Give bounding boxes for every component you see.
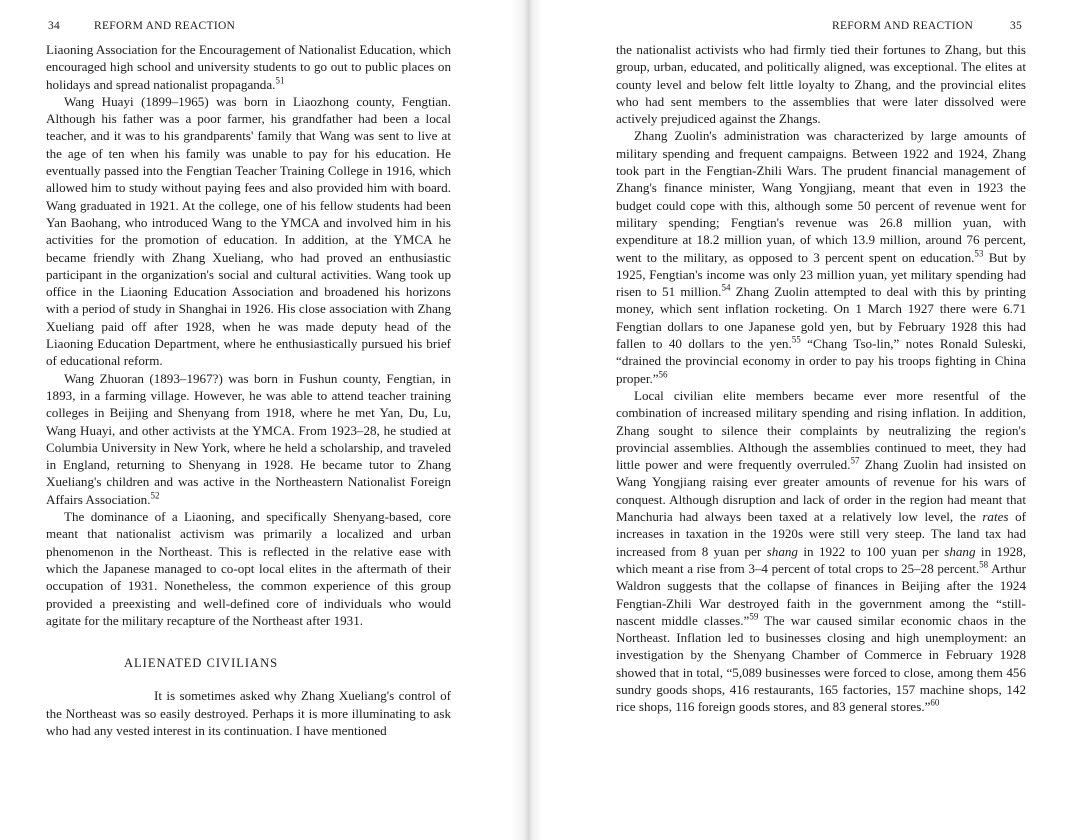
footnote-ref: 59 <box>749 611 759 622</box>
footnote-ref: 55 <box>791 334 801 345</box>
paragraph: Liaoning Association for the Encouragement of Nationalist Education, which encouraged high school and university students to go out to public places on holidays and spread nationalist propaganda.$^{51}$ <box>46 42 451 92</box>
left-page <box>0 0 512 840</box>
emphasis: shang <box>944 543 976 559</box>
footnote-ref: 53 <box>974 248 984 259</box>
footnote-ref: 54 <box>721 282 731 293</box>
running-head: REFORM AND REACTION <box>832 20 974 32</box>
book-gutter <box>512 0 542 840</box>
footnote-ref: 51 <box>275 75 285 86</box>
section-heading: ALIENATED CIVILIANS <box>124 656 279 671</box>
footnote-ref: 56 <box>658 369 668 380</box>
running-head: REFORM AND REACTION <box>94 20 236 32</box>
paragraph: Local civilian elite members became ever more resentful of the combination of increased military spending and rising inflation. In addition, Zhang sought to silence their complaints by neutralizing the region's provincial assemblies. Although the assemblies continued to meet, they had little power and were frequently overruled.$^{57}$ Zhang Zuolin had insisted on Wang Yongjiang raising ever greater amounts of revenue for his wars of conquest. Although disruption and lack of order in the region had meant that Manchuria had always been taxed at a relatively low level, the rates of increases in taxation in the 1920s were still very steep. The land tax had increased from 8 yuan per shang in 1922 to 100 yuan per shang in 1928, which meant a rise from 3–4 percent of total crops to 25–28 percent.$^{58}$ Arthur Waldron suggests that the collapse of finances in Beijing after the 1924 Fengtian-Zhili War destroyed faith in the government among the “still-nascent middle classes.”$^{59}$ The war caused similar economic chaos in the Northeast. Inflation led to businesses closing and high unemployment: an investigation by the Shenyang Chamber of Commerce in February 1928 showed that in total, “5,089 businesses were forced to close, among them 456 sundry goods shops, 416 restaurants, 165 factories, 157 machine shops, 142 rice shops, 116 foreign goods stores, and 83 general stores.”$^{60}$ <box>616 387 1026 715</box>
footnote-ref: 57 <box>850 455 860 466</box>
paragraph: the nationalist activists who had firmly tied their fortunes to Zhang, but this group, urban, educated, and politically aligned, was exceptional. The elites at county level and below felt little loyalty to Zhang, and the provincial elites who had sent members to the assemblies that were later dissolved were actively prejudiced against the Zhangs. <box>616 42 1026 127</box>
paragraph: Zhang Zuolin's administration was characterized by large amounts of military spending and frequent campaigns. Between 1922 and 1924, Zhang took part in the Fengtian-Zhili Wars. The prudent financial management of Zhang's finance minister, Wang Yongjiang, meant that even in 1923 the budget could cope with this, although some 50 percent of revenue went for military spending; Fengtian's revenue was 26.8 million yuan, with expenditure at 18.2 million yuan, of which 13.9 million, around 76 percent, went to the military, as opposed to 3 percent spent on education.$^{53}$ But by 1925, Fengtian's income was only 23 million yuan, yet military spending had risen to 51 million.$^{54}$ Zhang Zuolin attempted to deal with this by printing money, which sent inflation rocketing. On 1 March 1927 there were 6.71 Fengtian dollars to one Japanese gold yen, but by February 1928 this had fallen to 40 dollars to the yen.$^{55}$ “Chang Tso-lin,” notes Ronald Suleski, “drained the provincial economy in order to pay his troops fighting in China proper.”$^{56}$ <box>616 128 1027 386</box>
body-text <box>616 41 1026 716</box>
paragraph: Wang Huayi (1899–1965) was born in Liaozhong county, Fengtian. Although his father was a poor farmer, his grandfather had been a local teacher, and it was to his grandparents' family that Wang was sent to live at the age of ten when his family was unable to pay for his education. He eventually passed into the Fengtian Teacher Training College in 1916, which allowed him to study without paying fees and also provided him with board. Wang graduated in 1921. At the college, one of his fellow students had been Yan Baohang, who introduced Wang to the YMCA and involved him in his activities for the promotion of education. In addition, at the YMCA he became friendly with Zhang Xueliang, who had proved an enthusiastic participant in the organization's social and cultural activities. Wang took up office in the Liaoning Education Association and broadened his horizons with a period of study in Shanghai in 1926. His close association with Zhang Xueliang paid off after 1928, when he was made deputy head of the Liaoning Education Department, where he enthusiastically pursued his brief of educational reform. <box>46 93 451 369</box>
right-page <box>542 0 1080 840</box>
paragraph: The dominance of a Liaoning, and specifically Shenyang-based, core meant that nationalist activism was primarily a localized and urban phenomenon in the Northeast. This is reflected in the relative ease with which the Japanese managed to co-opt local elites in the aftermath of their occupation of 1931. Nonetheless, the common experience of this group provided a preexisting and well-defined core of individuals who would agitate for the military recapture of the Northeast after 1931. <box>46 509 451 628</box>
footnote-ref: 60 <box>930 697 940 708</box>
emphasis: rates <box>982 509 1009 525</box>
footnote-ref: 58 <box>979 559 989 570</box>
footnote-ref: 52 <box>150 490 160 501</box>
paragraph: It is sometimes asked why Zhang Xueliang's control of the Northeast was so easily destroyed. Perhaps it is more illuminating to ask who had any vested interest in its continuation. I have mentioned <box>46 688 451 738</box>
paragraph: Wang Zhuoran (1893–1967?) was born in Fushun county, Fengtian, in 1893, in a farming village. However, he was able to attend teacher training colleges in Beijing and Shenyang from 1918, where he met Yan, Du, Lu, Wang Huayi, and other activists at the YMCA. From 1923–28, he studied at Columbia University in New York, where he held a scholarship, and traveled in England, returning to Shenyang in 1928. He became tutor to Zhang Xueliang's children and was active in the Northeastern Nationalist Foreign Affairs Association.$^{52}$ <box>46 370 451 507</box>
page-number: 34 <box>48 20 61 32</box>
body-text <box>46 41 451 739</box>
emphasis: shang <box>766 543 798 559</box>
page-number: 35 <box>1010 20 1023 32</box>
